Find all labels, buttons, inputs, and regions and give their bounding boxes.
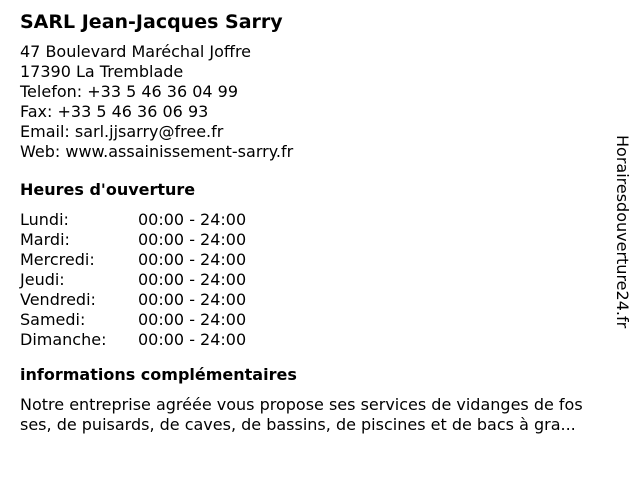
hours-row bbox=[20, 330, 620, 350]
hours-time: 00:00 - 24:00 bbox=[138, 230, 247, 249]
site-watermark: Horairesdouverture24.fr bbox=[613, 135, 632, 329]
hours-day: Mercredi: bbox=[20, 250, 95, 269]
hours-row bbox=[20, 210, 620, 230]
address-street: 47 Boulevard Maréchal Joffre bbox=[20, 42, 252, 61]
hours-day: Jeudi: bbox=[20, 270, 65, 289]
hours-time: 00:00 - 24:00 bbox=[138, 290, 247, 309]
phone-number: Telefon: +33 5 46 36 04 99 bbox=[20, 82, 239, 101]
hours-time: 00:00 - 24:00 bbox=[138, 270, 247, 289]
hours-table bbox=[20, 210, 620, 350]
address-city: 17390 La Tremblade bbox=[20, 62, 184, 81]
fax-number: Fax: +33 5 46 36 06 93 bbox=[20, 102, 209, 121]
hours-row bbox=[20, 290, 620, 310]
hours-row bbox=[20, 230, 620, 250]
hours-day: Lundi: bbox=[20, 210, 69, 229]
email-address: Email: sarl.jjsarry@free.fr bbox=[20, 122, 224, 141]
website: Web: www.assainissement-sarry.fr bbox=[20, 142, 294, 161]
info-text: Notre entreprise agréée vous propose ses services de vidanges de fos ses, de puisards, de caves, de bassins, de piscines et de bacs à gra... bbox=[20, 395, 583, 434]
hours-day: Mardi: bbox=[20, 230, 70, 249]
hours-row bbox=[20, 310, 620, 330]
hours-day: Vendredi: bbox=[20, 290, 96, 309]
company-name: SARL Jean-Jacques Sarry bbox=[20, 11, 283, 33]
hours-time: 00:00 - 24:00 bbox=[138, 250, 247, 269]
business-card bbox=[20, 10, 620, 435]
hours-time: 00:00 - 24:00 bbox=[138, 310, 247, 329]
hours-day: Samedi: bbox=[20, 310, 86, 329]
hours-row bbox=[20, 270, 620, 290]
info-title: informations complémentaires bbox=[20, 365, 297, 384]
hours-time: 00:00 - 24:00 bbox=[138, 210, 247, 229]
hours-row bbox=[20, 250, 620, 270]
hours-day: Dimanche: bbox=[20, 330, 107, 349]
hours-time: 00:00 - 24:00 bbox=[138, 330, 247, 349]
hours-title: Heures d'ouverture bbox=[20, 180, 196, 199]
